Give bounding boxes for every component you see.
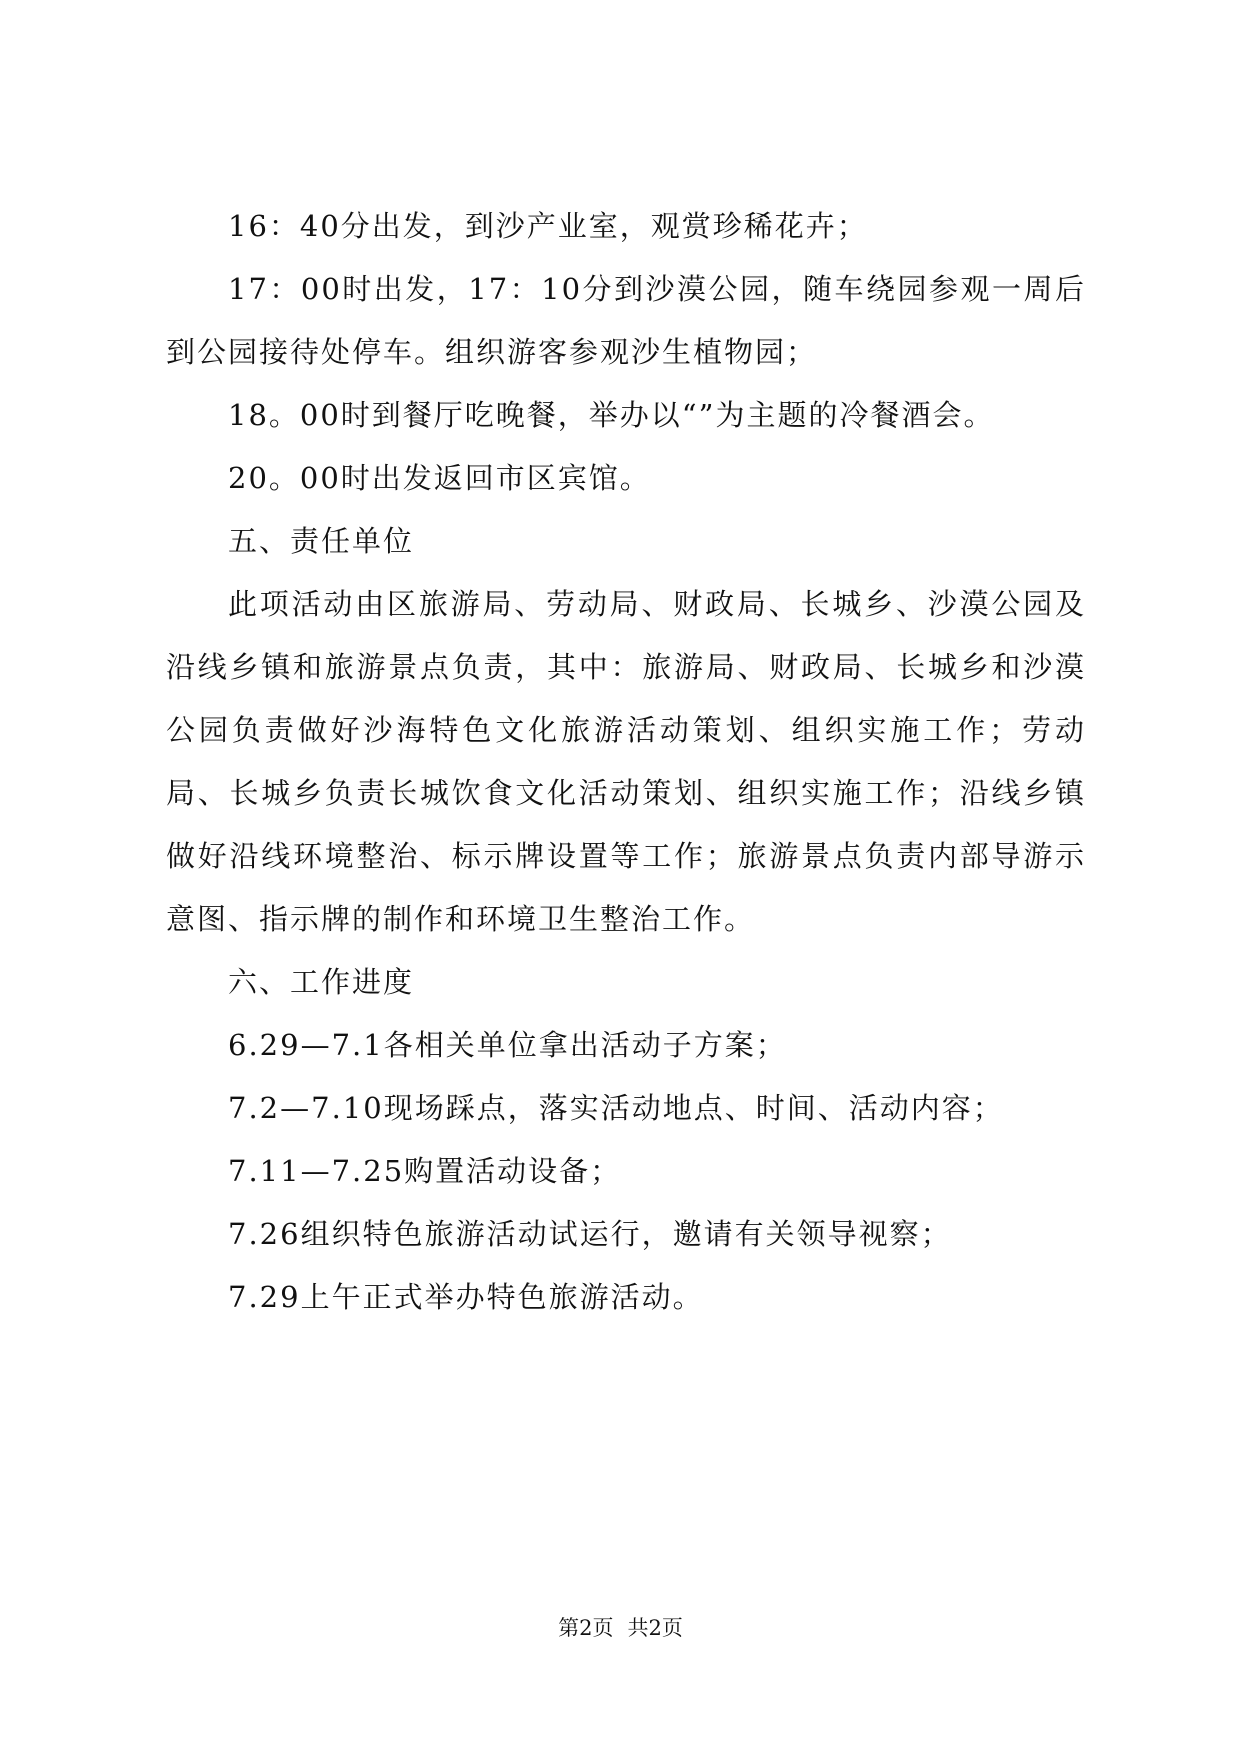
paragraph-schedule-1800: 18。00时到餐厅吃晚餐，举办以“”为主题的冷餐酒会。 [228, 398, 995, 432]
section-heading-work-progress: 六、工作进度 [228, 965, 415, 999]
paragraph-progress-item: 7.26组织特色旅游活动试运行，邀请有关领导视察； [228, 1217, 952, 1251]
section-heading-responsible-units: 五、责任单位 [228, 524, 415, 558]
page-total: 共2页 [627, 1616, 683, 1640]
paragraph-progress-item: 7.29上午正式举办特色旅游活动。 [228, 1280, 704, 1314]
paragraph-schedule-1640: 16：40分出发，到沙产业室，观赏珍稀花卉； [228, 209, 868, 243]
paragraph-responsible-units: 此项活动由区旅游局、劳动局、财政局、长城乡、沙漠公园及沿线乡镇和旅游景点负责，其中：旅游局、财政局、长城乡和沙漠公园负责做好沙海特色文化旅游活动策划、组织实施工作；劳动局、长城乡负责长城饮食文化活动策划、组织实施工作；沿线乡镇做好沿线环境整治、标示牌设置等工作；旅游景点负责内部导游示意图、指示牌的制作和环境卫生整治工作。 [166, 587, 1086, 936]
document-body [166, 195, 1086, 1329]
paragraph-schedule-2000: 20。00时出发返回市区宾馆。 [228, 461, 651, 495]
page-number: 第2页 [558, 1616, 614, 1640]
paragraph-schedule-1700: 17：00时出发，17：10分到沙漠公园，随车绕园参观一周后到公园接待处停车。组织游客参观沙生植物园； [166, 272, 1086, 369]
page-footer [0, 1612, 1241, 1642]
paragraph-progress-item: 7.11—7.25购置活动设备； [228, 1154, 622, 1188]
paragraph-progress-item: 6.29—7.1各相关单位拿出活动子方案； [228, 1028, 787, 1062]
paragraph-progress-item: 7.2—7.10现场踩点，落实活动地点、时间、活动内容； [228, 1091, 1004, 1125]
